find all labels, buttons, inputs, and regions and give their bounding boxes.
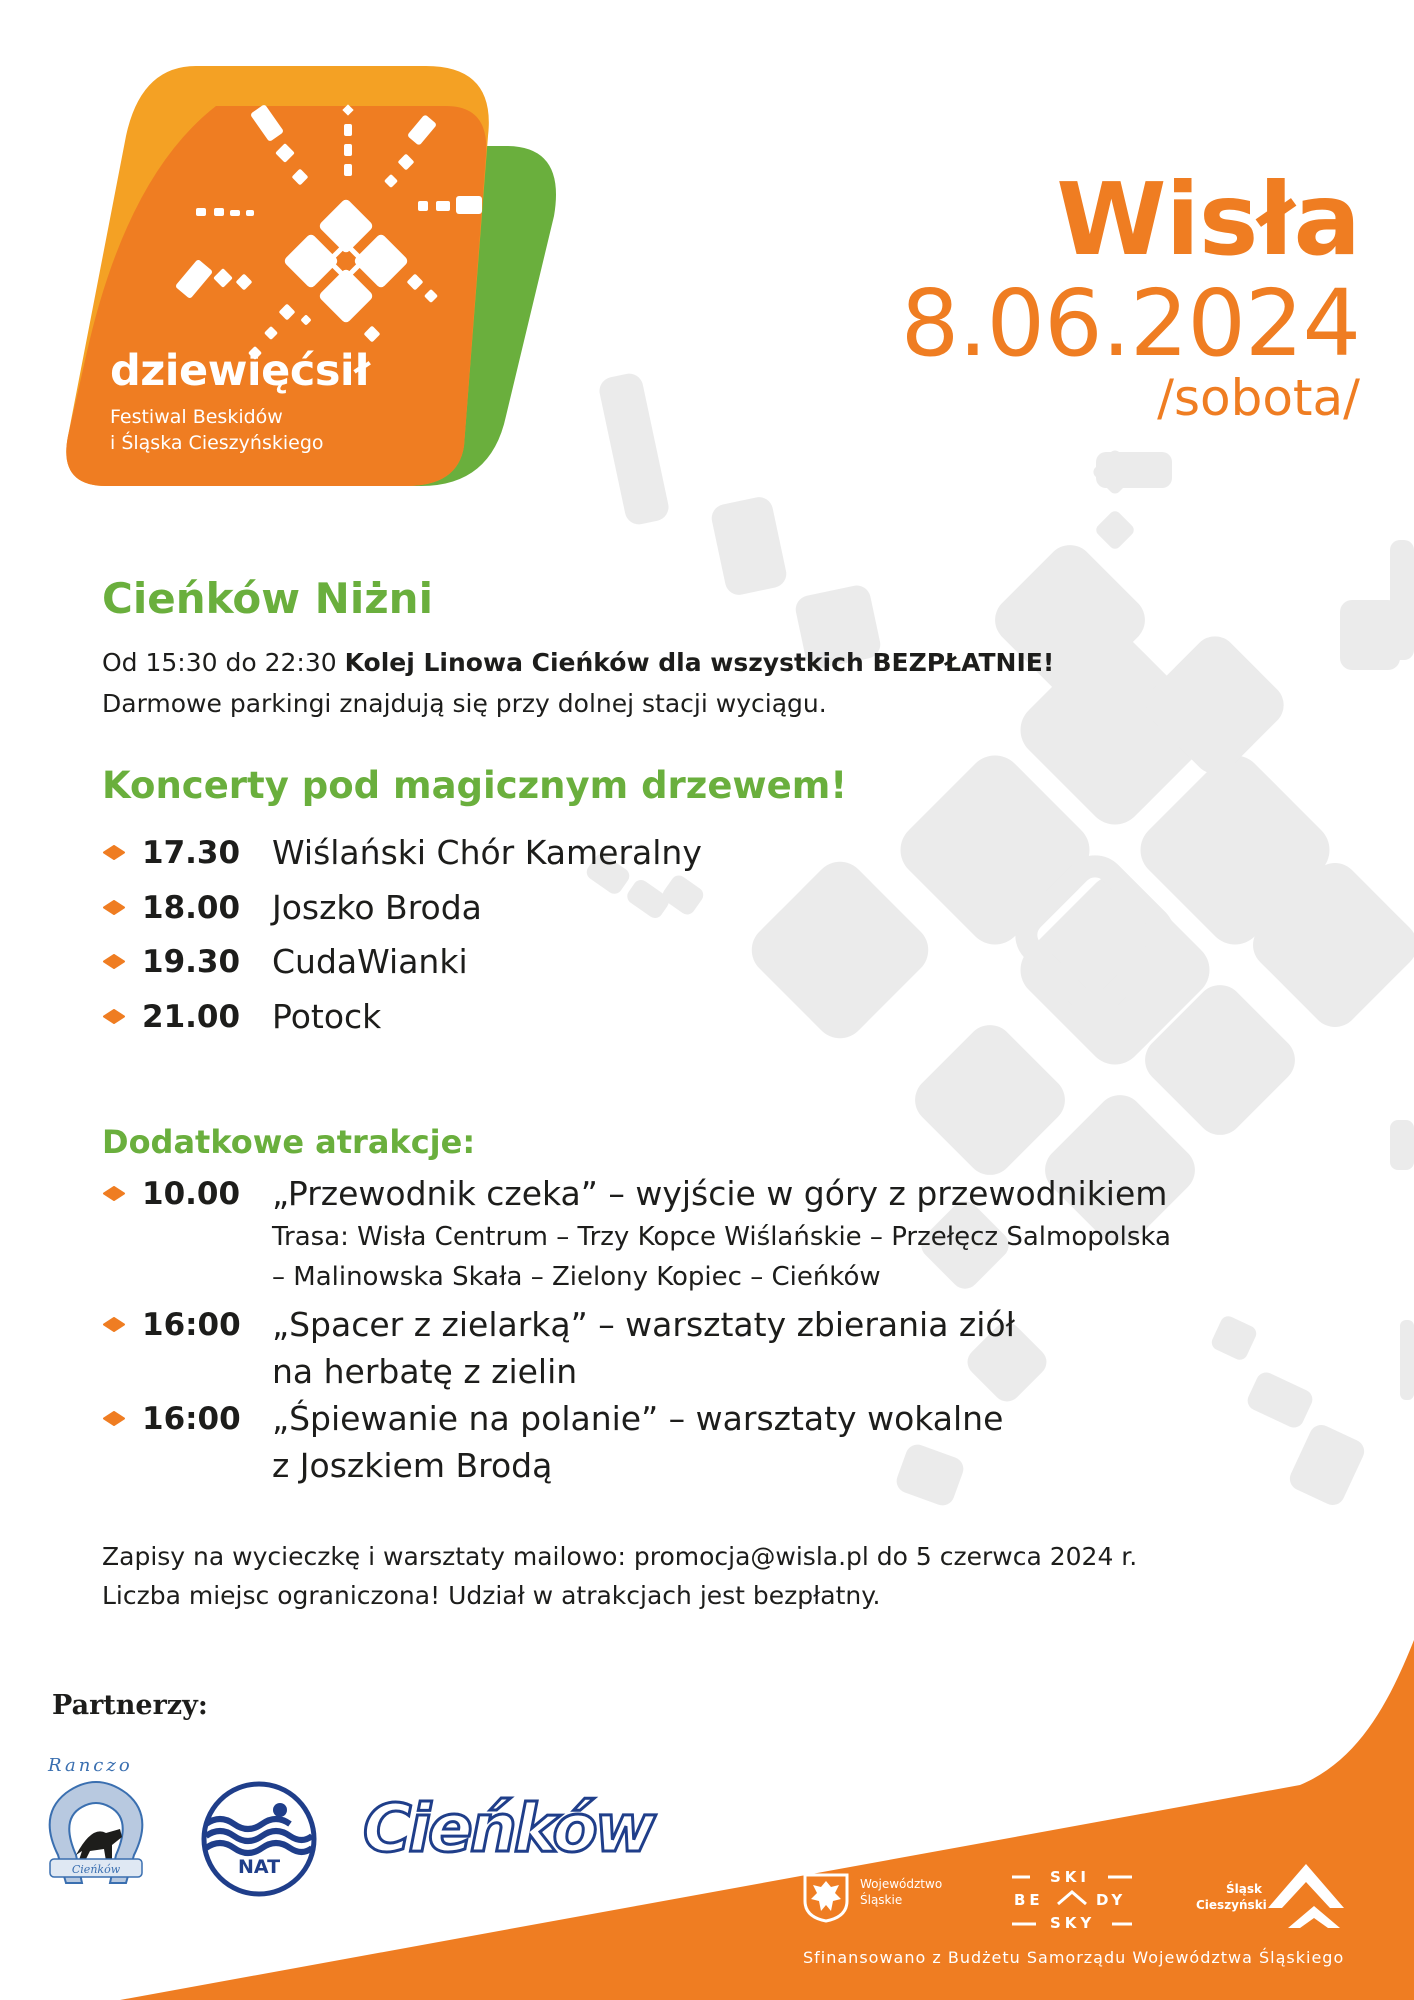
horseshoe-icon — [36, 1755, 156, 1895]
attraction-title: „Przewodnik czeka” – wyjście w góry z przewodnikiem — [272, 1174, 1168, 1213]
ranczo-ribbon: Cieńków — [71, 1863, 121, 1876]
attraction-title: „Śpiewanie na polanie” – warsztaty wokalne — [272, 1399, 1004, 1438]
intro-line1-bold: Kolej Linowa Cieńków dla wszystkich BEZPŁATNIE! — [344, 648, 1055, 677]
beskidy-ski: SKI — [1050, 1868, 1091, 1886]
intro-line1-prefix: Od 15:30 do 22:30 — [102, 648, 345, 677]
wojewodztwo-line1: Województwo — [860, 1877, 943, 1891]
wojewodztwo-line2: Śląskie — [860, 1892, 903, 1907]
bullet-diamond-icon — [102, 1186, 126, 1201]
concert-name: Potock — [272, 997, 382, 1036]
attraction-title-line2: z Joszkiem Brodą — [272, 1446, 553, 1485]
slask-text — [1196, 1882, 1267, 1913]
intro-line2: Darmowe parkingi znajdują się przy dolnej stacji wyciągu. — [102, 689, 827, 718]
bullet-diamond-icon — [102, 1317, 126, 1332]
event-city: Wisła — [1056, 161, 1360, 278]
attraction-time: 16:00 — [142, 1307, 241, 1343]
logo-subtitle-line1: Festiwal Beskidów — [110, 406, 283, 428]
beskidy-dy: DY — [1096, 1891, 1127, 1909]
partners-title: Partnerzy: — [52, 1690, 208, 1721]
concert-time: 17.30 — [142, 835, 241, 871]
slask-line1: Śląsk — [1226, 1882, 1262, 1896]
wojewodztwo-text — [860, 1877, 942, 1908]
concert-name: Joszko Broda — [272, 888, 482, 927]
festival-logo — [66, 66, 556, 491]
sponsor-beskidy-logo — [1010, 1868, 1136, 1932]
beskidy-be: BE — [1014, 1891, 1044, 1909]
funding-note: Sfinansowano z Budżetu Samorządu Województwa Śląskiego — [803, 1948, 1345, 1967]
attraction-time: 16:00 — [142, 1401, 241, 1437]
concert-time: 18.00 — [142, 890, 241, 926]
bullet-diamond-icon — [102, 954, 126, 969]
concert-name: Wiślański Chór Kameralny — [272, 833, 702, 872]
sponsor-wojewodztwo-logo — [803, 1873, 953, 1923]
logo-name: dziewięćsił — [110, 346, 370, 396]
concert-time: 19.30 — [142, 944, 241, 980]
attraction-route-line1: Trasa: Wisła Centrum – Trzy Kopce Wiślańskie – Przełęcz Salmopolska — [272, 1222, 1171, 1252]
concert-time: 21.00 — [142, 999, 241, 1035]
concert-name: CudaWianki — [272, 942, 468, 981]
nat-label: NAT — [237, 1856, 281, 1878]
bullet-diamond-icon — [102, 845, 126, 860]
nat-emblem-icon — [198, 1780, 320, 1898]
cienkow-label: Cieńków — [363, 1790, 653, 1867]
limited-places-note: Liczba miejsc ograniczona! Udział w atrakcjach jest bezpłatny. — [102, 1581, 881, 1610]
bullet-diamond-icon — [102, 900, 126, 915]
coat-of-arms-icon — [803, 1873, 849, 1923]
attractions-title: Dodatkowe atrakcje: — [102, 1123, 476, 1161]
registration-note: Zapisy na wycieczkę i warsztaty mailowo: promocja@wisla.pl do 5 czerwca 2024 r. — [102, 1542, 1138, 1571]
bullet-diamond-icon — [102, 1411, 126, 1426]
slask-line2: Cieszyński — [1196, 1897, 1267, 1912]
place-title: Cieńków Niżni — [102, 574, 433, 623]
event-day: /sobota/ — [1157, 369, 1360, 427]
partner-ranczo-logo — [36, 1755, 156, 1895]
attraction-title: „Spacer z zielarką” – warsztaty zbierania ziół — [272, 1305, 1015, 1344]
logo-subtitle-line2: i Śląska Cieszyńskiego — [110, 432, 324, 454]
attraction-title-line2: na herbatę z zielin — [272, 1352, 578, 1391]
partner-cienkow-logo — [355, 1790, 653, 1875]
attraction-time: 10.00 — [142, 1176, 241, 1212]
bullet-diamond-icon — [102, 1009, 126, 1024]
ranczo-label: Ranczo — [48, 1755, 133, 1776]
event-date: 8.06.2024 — [900, 270, 1360, 377]
concerts-title: Koncerty pod magicznym drzewem! — [102, 764, 848, 807]
attraction-route-line2: – Malinowska Skała – Zielony Kopiec – Cieńków — [272, 1262, 881, 1292]
mountain-icon — [1266, 1862, 1346, 1934]
beskidy-sky: SKY — [1050, 1914, 1096, 1932]
sponsor-slask-cieszynski-logo — [1196, 1862, 1346, 1934]
partner-nat-logo — [198, 1780, 320, 1898]
intro-line1 — [102, 648, 1054, 678]
